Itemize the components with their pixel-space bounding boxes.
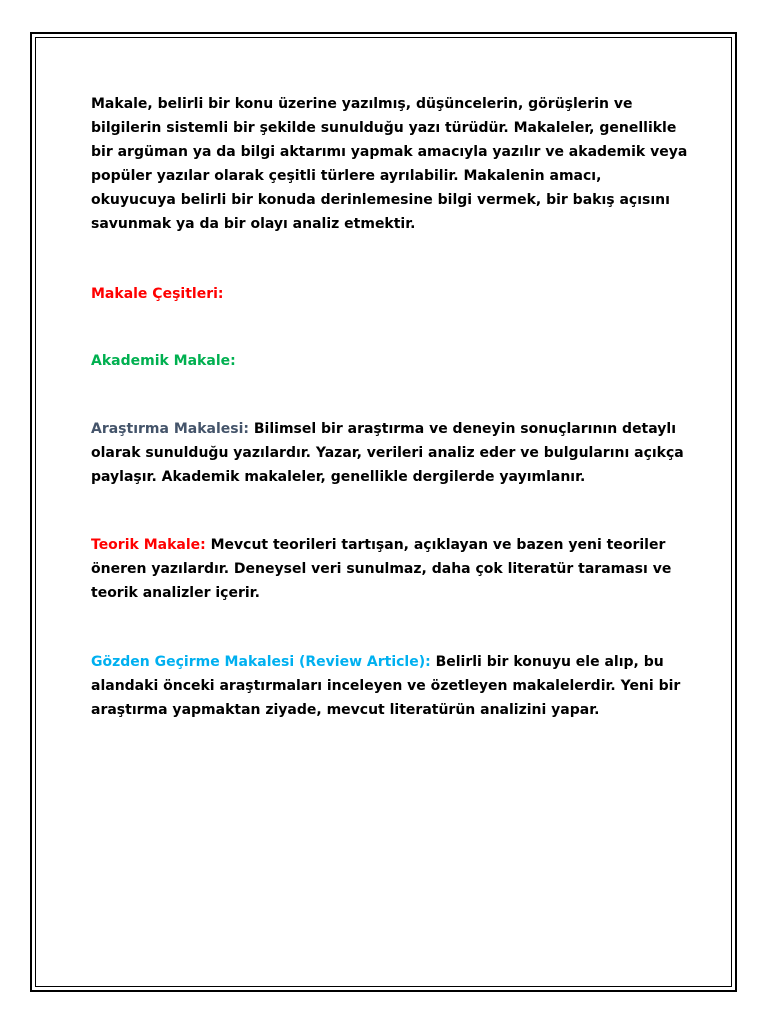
review-article-paragraph <box>91 650 691 722</box>
theory-article-paragraph <box>91 533 691 605</box>
review-article-label: Gözden Geçirme Makalesi (Review Article): <box>91 654 431 670</box>
heading-academic-article: Akademik Makale: <box>91 353 236 369</box>
research-article-text: Bilimsel bir araştırma ve deneyin sonuçlarının detaylı olarak sunulduğu yazılardır. Yazar, verileri analiz eder ve bulgularını açıkça paylaşır. Akademik makaleler, genellikle dergilerde yayımlanır. <box>91 421 684 485</box>
research-article-paragraph <box>91 417 691 489</box>
research-article-label: Araştırma Makalesi: <box>91 421 249 437</box>
intro-paragraph: Makale, belirli bir konu üzerine yazılmış, düşüncelerin, görüşlerin ve bilgilerin sistemli bir şekilde sunulduğu yazı türüdür. Makaleler, genellikle bir argüman ya da bilgi aktarımı yapmak amacıyla yazılır ve akademik veya popüler yazılar olarak çeşitli türlere ayrılabilir. Makalenin amacı, okuyucuya belirli bir konuda derinlemesine bilgi vermek, bir bakış açısını savunmak ya da bir olayı analiz etmektir. <box>91 96 688 232</box>
review-article-text: Belirli bir konuyu ele alıp, bu alandaki önceki araştırmaları inceleyen ve özetleyen makalelerdir. Yeni bir araştırma yapmaktan ziyade, mevcut literatürün analizini yapar. <box>91 654 681 718</box>
theory-article-label: Teorik Makale: <box>91 537 206 553</box>
heading-article-types: Makale Çeşitleri: <box>91 286 224 302</box>
theory-article-text: Mevcut teorileri tartışan, açıklayan ve bazen yeni teoriler öneren yazılardır. Deneysel veri sunulmaz, daha çok literatür taraması ve teorik analizler içerir. <box>91 537 672 601</box>
